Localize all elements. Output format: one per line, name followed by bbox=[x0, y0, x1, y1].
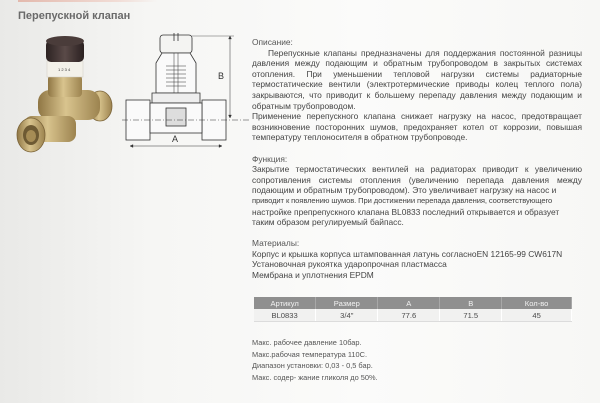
materials-item: Мембрана и уплотнения EPDM bbox=[252, 270, 374, 281]
description-block bbox=[252, 37, 582, 281]
description-paragraph-1: Перепускные клапаны предназначены для поддержания постоянной разницы давления между подающим и обратным трубопроводом в закрытых системах отопления. При уменьшении тепловой нагрузки системы радиаторные термостатические вентили (электротермические приводы колец теплого пола) закрываются, что приводит к большему перепаду давления между подающим и обратным трубопроводом. bbox=[252, 47, 582, 111]
accent-bar bbox=[18, 0, 158, 2]
table-row bbox=[254, 309, 572, 322]
valve-cross-section-drawing bbox=[122, 28, 250, 156]
materials-title: Материалы: bbox=[252, 238, 300, 249]
function-paragraph-1-small: приводит к появлению шумов. При достижении перепада давления, соответствующего bbox=[252, 195, 553, 205]
specs-list bbox=[252, 337, 378, 383]
description-paragraph-2: Применение перепускного клапана снижает нагрузку на насос, предотвращает возникновение посторонних шумов, предохраняет котел от коррозии, повышая температуру теплоносителя в обратном трубопроводе. bbox=[252, 111, 582, 143]
article-table bbox=[254, 297, 572, 322]
function-paragraph-1: Закрытие термостатических вентилей на радиаторах приводит к увеличению сопротивления системы отопления (увеличению перепада давления между подающим и обратным трубопроводом). Это увеличивает нагрузку на насос и bbox=[252, 164, 582, 196]
dimension-b-label: B bbox=[218, 71, 225, 81]
spec-item: Макс.рабочая температура 110С. bbox=[252, 349, 368, 359]
dimension-a-label: A bbox=[172, 134, 179, 144]
materials-item: Установочная рукоятка ударопрочная пластмасса bbox=[252, 259, 447, 270]
cell-b: 71.5 bbox=[440, 309, 502, 322]
technical-drawing-icon bbox=[122, 28, 250, 156]
valve-photo bbox=[0, 28, 130, 228]
cell-a: 77.6 bbox=[378, 309, 440, 322]
spec-item: Диапазон установки: 0,03 - 0,5 бар. bbox=[252, 361, 373, 371]
column-header-b: B bbox=[440, 297, 502, 309]
spec-item: Макс. содер- жание гликоля до 50%. bbox=[252, 372, 378, 382]
svg-text:1 2 3 4: 1 2 3 4 bbox=[58, 67, 71, 72]
cell-quantity: 45 bbox=[502, 309, 572, 322]
column-header-quantity: Кол-во bbox=[502, 297, 572, 309]
cell-size: 3/4" bbox=[316, 309, 378, 322]
page-title: Перепускной клапан bbox=[18, 10, 131, 22]
table-header-row bbox=[254, 297, 572, 309]
materials-item: Корпус и крышка корпуса штампованная латунь согласноEN 12165-99 CW617N bbox=[252, 248, 563, 259]
function-title: Функция: bbox=[252, 153, 288, 164]
column-header-article: Артикул bbox=[254, 297, 316, 309]
spec-item: Макс. рабочее давление 10бар. bbox=[252, 338, 362, 347]
function-paragraph-1-end: настройке препрепускного клапана BL0833 последний открывается и образует таким образом регулируемый байпасс. bbox=[252, 206, 560, 228]
column-header-size: Размер bbox=[316, 297, 378, 309]
valve-photo-icon bbox=[0, 28, 130, 228]
column-header-a: A bbox=[378, 297, 440, 309]
cell-article: BL0833 bbox=[254, 309, 316, 322]
description-title: Описание: bbox=[252, 37, 293, 47]
